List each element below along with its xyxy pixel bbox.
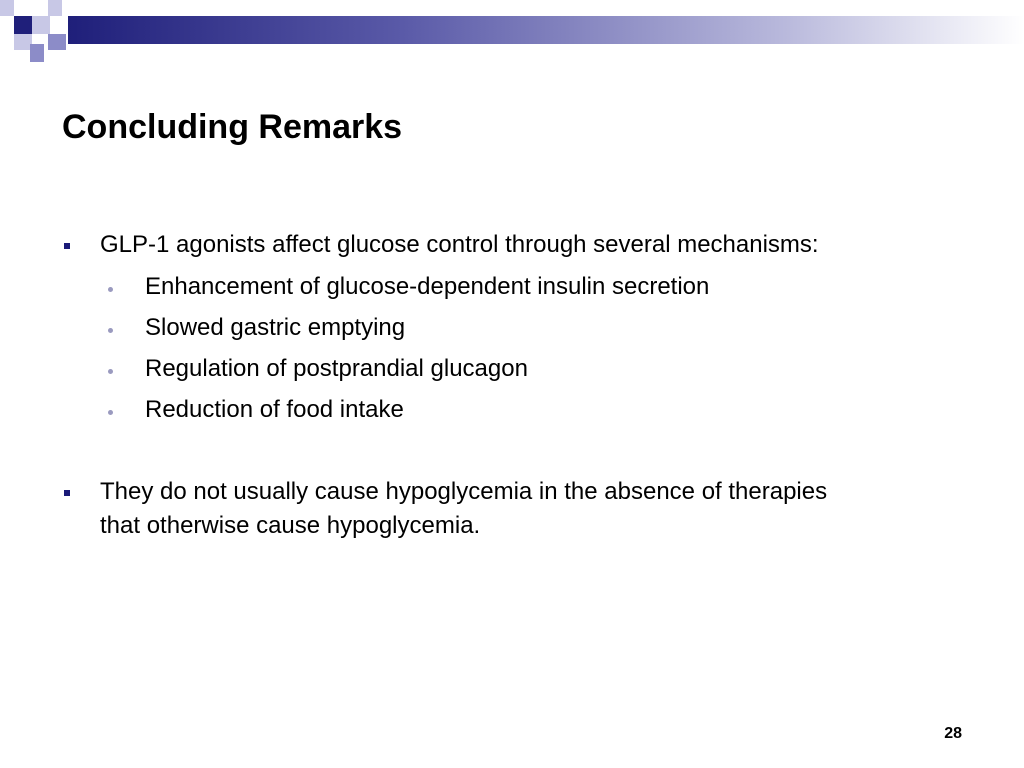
- bullet-item: GLP-1 agonists affect glucose control through several mechanisms:: [100, 231, 819, 258]
- header-square-lavender: [0, 0, 14, 16]
- bullet-item-continuation: that otherwise cause hypoglycemia.: [100, 512, 481, 539]
- header-square-lavender: [48, 0, 62, 16]
- square-bullet-icon: [64, 243, 70, 249]
- header-square-lavender: [32, 16, 50, 34]
- sub-bullet-dot-icon: [108, 410, 113, 415]
- sub-bullet-dot-icon: [108, 287, 113, 292]
- sub-bullet-item: Enhancement of glucose-dependent insulin secretion: [145, 273, 710, 300]
- square-bullet-icon: [64, 490, 70, 496]
- sub-bullet-item: Regulation of postprandial glucagon: [145, 355, 528, 382]
- header-square-mid: [30, 44, 44, 62]
- header-gradient-bar: [68, 16, 1024, 44]
- sub-bullet-item: Slowed gastric emptying: [145, 314, 406, 341]
- header-square-mid: [48, 34, 66, 50]
- page-number: 28: [944, 725, 962, 742]
- slide-title: Concluding Remarks: [62, 108, 403, 146]
- header-decoration: [0, 0, 1024, 62]
- sub-bullet-dot-icon: [108, 328, 113, 333]
- sub-bullet-dot-icon: [108, 369, 113, 374]
- sub-bullet-item: Reduction of food intake: [145, 396, 404, 423]
- bullet-item: They do not usually cause hypoglycemia in the absence of therapies: [100, 478, 828, 505]
- header-square-navy: [14, 16, 32, 34]
